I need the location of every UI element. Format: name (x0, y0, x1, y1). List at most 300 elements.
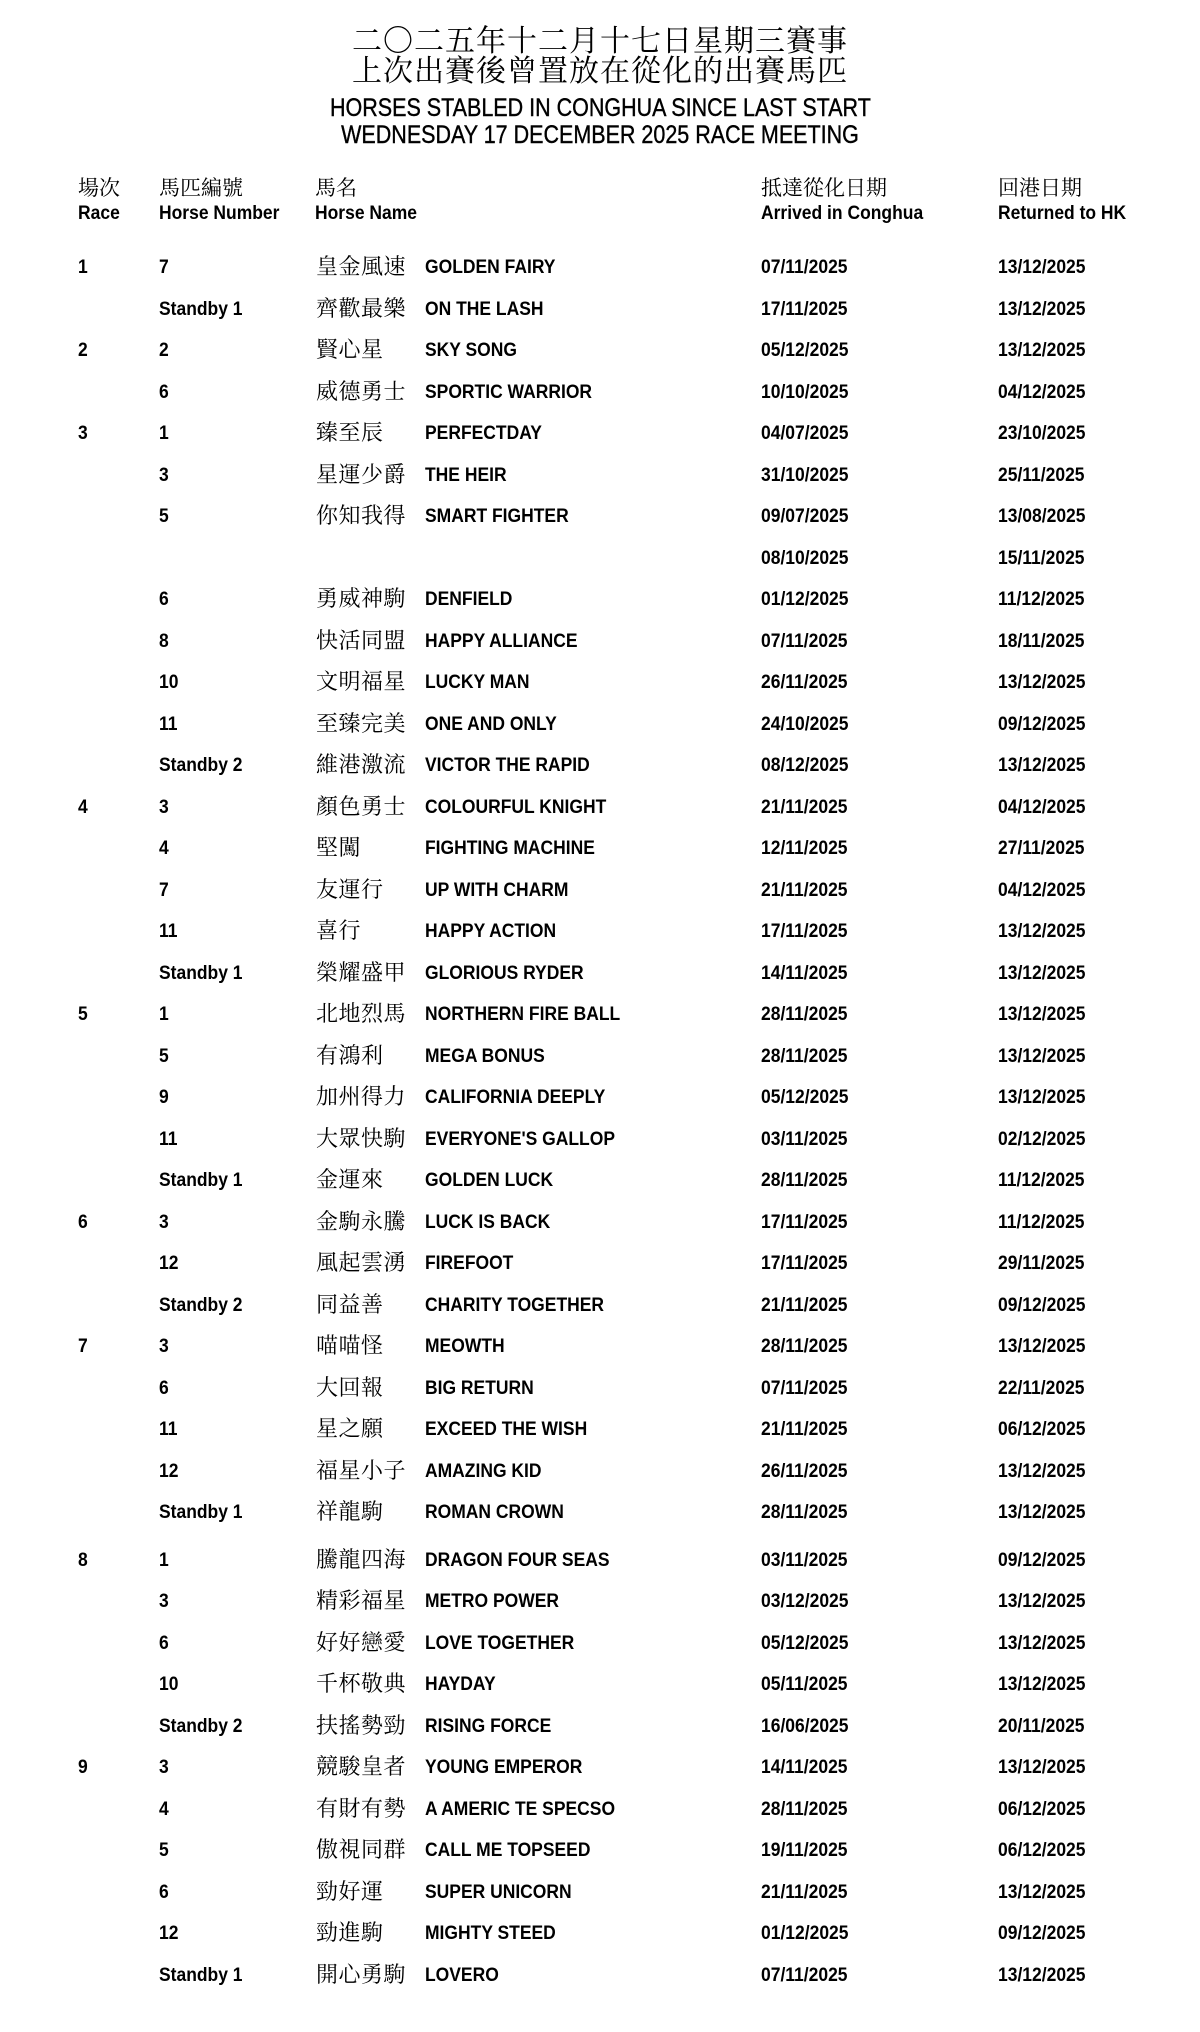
horse-name-cn-cell (316, 1836, 406, 1866)
horse-name-cn-cell (316, 1457, 406, 1487)
arrived-date-cell (761, 1249, 855, 1279)
horse-name-en-cell (425, 1415, 601, 1445)
horse-name-cn-cell-text: 賢心星 (316, 338, 384, 363)
horse-name-en-cell (425, 502, 581, 532)
horse-name-cn-cell-text: 開心勇駒 (316, 1962, 407, 1988)
returned-date-cell-text: 13/12/2025 (998, 1674, 1086, 1695)
horse-number-cell (159, 378, 170, 408)
horse-number-cell (159, 1208, 170, 1238)
returned-date-cell (998, 1166, 1092, 1196)
returned-date-cell (998, 378, 1093, 408)
returned-date-cell-text: 04/12/2025 (998, 796, 1086, 818)
horse-number-cell-text: Standby 2 (159, 1294, 243, 1316)
horse-number-cell-text: 3 (159, 464, 169, 486)
horse-name-en-cell (425, 959, 597, 989)
horse-name-cn-cell-text: 文明福星 (316, 670, 407, 695)
arrived-date-cell-text: 05/12/2025 (761, 1087, 849, 1108)
returned-date-cell (998, 1670, 1093, 1700)
table-row (0, 336, 1200, 366)
returned-date-cell (998, 502, 1093, 532)
returned-date-cell (998, 1498, 1093, 1528)
table-row (0, 1878, 1200, 1908)
arrived-date-cell (761, 793, 855, 823)
horse-name-en-cell-text: ON THE LASH (425, 298, 544, 320)
horse-name-cn-cell (316, 1291, 384, 1321)
returned-date-cell (998, 1587, 1093, 1617)
horse-name-cn-cell-text: 至臻完美 (316, 711, 407, 737)
title-english-line-1 (0, 95, 1200, 121)
arrived-date-cell (761, 1878, 855, 1908)
horse-name-cn-cell (316, 1961, 406, 1991)
horse-number-cell-text: 6 (159, 1632, 169, 1654)
table-row (0, 1498, 1200, 1528)
header-arrived-in-conghua (761, 175, 937, 227)
horse-name-cn-cell (316, 1546, 406, 1576)
horse-number-cell (159, 1629, 170, 1659)
horse-name-en-cell (425, 1919, 567, 1949)
horse-number-cell (159, 834, 170, 864)
returned-date-cell (998, 295, 1093, 325)
returned-date-cell-text: 11/12/2025 (998, 1211, 1085, 1233)
returned-date-cell-text: 13/12/2025 (998, 1087, 1086, 1108)
horse-name-en-cell-text: MIGHTY STEED (425, 1923, 556, 1944)
arrived-date-cell-text: 08/12/2025 (761, 755, 849, 776)
horse-name-cn-cell (316, 585, 406, 615)
arrived-date-cell-text: 03/12/2025 (761, 1591, 849, 1612)
horse-name-cn-cell (316, 295, 406, 325)
header-race-en: Race (78, 203, 120, 224)
table-row (0, 1961, 1200, 1991)
horse-name-cn-cell-text: 威德勇士 (316, 379, 407, 405)
horse-name-en-cell (425, 1000, 637, 1030)
horse-name-cn-cell-text: 競駿皇者 (316, 1755, 407, 1780)
arrived-date-cell (761, 1961, 855, 1991)
horse-name-en-cell (425, 668, 539, 698)
title-english-line-1-text: HORSES STABLED IN CONGHUA SINCE LAST START (329, 94, 871, 122)
horse-name-en-cell-text: CALIFORNIA DEEPLY (425, 1087, 606, 1108)
header-horse-number-cn: 馬匹編號 (159, 176, 243, 200)
returned-date-cell (998, 253, 1093, 283)
arrived-date-cell-text: 01/12/2025 (761, 589, 849, 610)
horse-name-cn-cell-text: 臻至辰 (316, 421, 384, 446)
horse-name-cn-cell-text: 維港激流 (316, 753, 407, 778)
table-row (0, 1042, 1200, 1072)
horse-name-en-cell-text: HAPPY ACTION (425, 921, 557, 942)
table-row (0, 1795, 1200, 1825)
horse-name-en-cell-text: EVERYONE'S GALLOP (425, 1128, 615, 1150)
arrived-date-cell-text: 17/11/2025 (761, 1253, 848, 1274)
horse-name-cn-cell (316, 378, 406, 408)
horse-name-en-cell-text: BIG RETURN (425, 1377, 534, 1399)
horse-name-cn-cell-text: 齊歡最樂 (316, 296, 407, 322)
horse-name-en-cell (425, 1498, 576, 1528)
returned-date-cell-text: 09/12/2025 (998, 713, 1086, 735)
horse-name-en-cell (425, 1670, 502, 1700)
arrived-date-cell-text: 26/11/2025 (761, 672, 848, 693)
horse-number-cell-text: 3 (159, 1211, 169, 1233)
horse-number-cell-text: 6 (159, 1881, 169, 1903)
arrived-date-cell-text: 28/11/2025 (761, 1502, 848, 1523)
returned-date-cell-text: 22/11/2025 (998, 1377, 1085, 1399)
horse-name-cn-cell (316, 627, 406, 657)
race-cell-text: 4 (78, 796, 88, 818)
horse-name-en-cell (425, 253, 567, 283)
table-row (0, 419, 1200, 449)
horse-number-cell (159, 710, 179, 740)
horse-name-cn-cell (316, 336, 384, 366)
title-chinese-line-1: 二〇二五年十二月十七日星期三賽事 (352, 24, 848, 59)
table-row (0, 627, 1200, 657)
horse-number-cell (159, 585, 170, 615)
horse-number-cell-text: 1 (159, 423, 169, 444)
horse-number-cell (159, 1795, 170, 1825)
horse-name-cn-cell (316, 461, 406, 491)
returned-date-cell-text: 13/12/2025 (998, 921, 1086, 942)
horse-number-cell-text: 11 (159, 1419, 178, 1440)
returned-date-cell-text: 04/12/2025 (998, 381, 1086, 403)
returned-date-cell (998, 668, 1093, 698)
horse-name-en-cell-text: VICTOR THE RAPID (425, 755, 590, 776)
arrived-date-cell (761, 1083, 856, 1113)
race-cell (78, 336, 89, 366)
returned-date-cell-text: 13/12/2025 (998, 1004, 1086, 1025)
horse-number-cell (159, 502, 170, 532)
table-row (0, 834, 1200, 864)
arrived-date-cell (761, 461, 856, 491)
horse-number-cell (159, 959, 250, 989)
horse-name-en-cell (425, 1208, 561, 1238)
returned-date-cell (998, 1457, 1093, 1487)
horse-name-cn-cell (316, 1795, 406, 1825)
horse-name-cn-cell-text: 風起雲湧 (316, 1251, 407, 1276)
returned-date-cell-text: 13/12/2025 (998, 1757, 1086, 1778)
horse-name-en-cell (425, 917, 568, 947)
returned-date-cell-text: 13/12/2025 (998, 1502, 1086, 1523)
returned-date-cell (998, 710, 1093, 740)
horse-name-cn-cell (316, 1166, 384, 1196)
table-row (0, 253, 1200, 283)
returned-date-cell-text: 25/11/2025 (998, 464, 1085, 486)
arrived-date-cell-text: 01/12/2025 (761, 1923, 849, 1944)
horse-name-en-cell (425, 1374, 543, 1404)
horse-name-en-cell (425, 1083, 621, 1113)
arrived-date-cell-text: 24/10/2025 (761, 713, 849, 735)
horse-name-en-cell (425, 1291, 620, 1321)
horse-name-en-cell (425, 1795, 632, 1825)
horse-name-en-cell-text: NORTHERN FIRE BALL (425, 1004, 621, 1025)
returned-date-cell (998, 793, 1093, 823)
horse-number-cell (159, 627, 170, 657)
horse-name-cn-cell-text: 祥龍駒 (316, 1500, 384, 1525)
horse-name-en-cell-text: MEGA BONUS (425, 1045, 545, 1067)
returned-date-cell (998, 1249, 1092, 1279)
horse-number-cell-text: Standby 1 (159, 962, 243, 984)
horse-name-cn-cell-text: 大回報 (316, 1375, 384, 1401)
arrived-date-cell (761, 710, 856, 740)
horse-name-cn-cell-text: 快活同盟 (316, 628, 407, 654)
horse-name-cn-cell-text: 有鴻利 (316, 1043, 384, 1069)
horse-name-en-cell-text: AMAZING KID (425, 1460, 542, 1482)
returned-date-cell-text: 04/12/2025 (998, 879, 1086, 901)
horse-name-en-cell-text: MEOWTH (425, 1336, 505, 1357)
table-row (0, 1457, 1200, 1487)
horse-number-cell (159, 253, 170, 283)
returned-date-cell (998, 1753, 1093, 1783)
horse-name-en-cell-text: METRO POWER (425, 1591, 560, 1612)
returned-date-cell (998, 419, 1093, 449)
horse-number-cell (159, 1753, 170, 1783)
horse-name-cn-cell (316, 1498, 384, 1528)
horse-number-cell-text: 10 (159, 672, 179, 693)
horse-name-cn-cell (316, 253, 406, 283)
horse-name-en-cell (425, 627, 591, 657)
returned-date-cell-text: 13/12/2025 (998, 1632, 1086, 1654)
arrived-date-cell (761, 1587, 856, 1617)
horse-name-en-cell-text: LUCK IS BACK (425, 1211, 551, 1233)
horse-name-cn-cell-text: 喜行 (316, 919, 362, 944)
horse-name-en-cell-text: RISING FORCE (425, 1715, 552, 1737)
table-row (0, 461, 1200, 491)
returned-date-cell (998, 1000, 1093, 1030)
table-row (0, 1374, 1200, 1404)
returned-date-cell (998, 959, 1093, 989)
arrived-date-cell (761, 627, 855, 657)
horse-name-en-cell (425, 1546, 626, 1576)
table-row (0, 917, 1200, 947)
header-horse-number (159, 175, 290, 227)
header-returned-to-hk (998, 175, 1137, 227)
horse-number-cell (159, 1498, 250, 1528)
returned-date-cell (998, 1042, 1093, 1072)
table-row (0, 1208, 1200, 1238)
horse-name-cn-cell (316, 1332, 384, 1362)
table-row (0, 295, 1200, 325)
returned-date-cell-text: 13/12/2025 (998, 1460, 1086, 1482)
race-cell (78, 1332, 89, 1362)
returned-date-cell (998, 751, 1093, 781)
arrived-date-cell (761, 253, 855, 283)
horse-number-cell-text: 5 (159, 1045, 169, 1067)
returned-date-cell-text: 06/12/2025 (998, 1798, 1086, 1820)
horse-name-en-cell-text: SMART FIGHTER (425, 506, 569, 527)
horse-name-en-cell (425, 710, 568, 740)
table-row (0, 876, 1200, 906)
horse-number-cell (159, 1919, 180, 1949)
horse-number-cell-text: Standby 1 (159, 1502, 243, 1523)
header-race (78, 175, 123, 227)
horse-name-cn-cell-text: 皇金風速 (316, 255, 407, 280)
horse-name-en-cell (425, 336, 525, 366)
horse-name-cn-cell-text: 扶搖勢勁 (316, 1713, 407, 1739)
returned-date-cell (998, 1546, 1093, 1576)
returned-date-cell-text: 20/11/2025 (998, 1715, 1085, 1737)
horse-name-cn-cell (316, 751, 406, 781)
arrived-date-cell-text: 26/11/2025 (761, 1460, 848, 1482)
arrived-date-cell-text: 21/11/2025 (761, 1294, 848, 1316)
horse-number-cell-text: 10 (159, 1674, 179, 1695)
horse-name-cn-cell (316, 710, 406, 740)
table-row (0, 1083, 1200, 1113)
horse-number-cell-text: 11 (159, 921, 178, 942)
returned-date-cell (998, 1919, 1093, 1949)
arrived-date-cell-text: 04/07/2025 (761, 423, 849, 444)
arrived-date-cell-text: 07/11/2025 (761, 257, 848, 278)
horse-name-cn-cell (316, 834, 361, 864)
returned-date-cell-text: 27/11/2025 (998, 838, 1085, 859)
table-row (0, 378, 1200, 408)
returned-date-cell-text: 13/12/2025 (998, 1591, 1086, 1612)
header-returned-cn: 回港日期 (998, 176, 1082, 200)
returned-date-cell-text: 09/12/2025 (998, 1549, 1086, 1571)
horse-name-en-cell-text: CALL ME TOPSEED (425, 1840, 591, 1861)
table-row (0, 1166, 1200, 1196)
table-row (0, 1332, 1200, 1362)
horse-name-en-cell (425, 1249, 521, 1279)
horse-name-en-cell (425, 419, 552, 449)
arrived-date-cell (761, 1498, 855, 1528)
horse-number-cell-text: 9 (159, 1087, 169, 1108)
horse-name-cn-cell (316, 1249, 406, 1279)
horse-number-cell-text: 7 (159, 257, 169, 278)
horse-name-cn-cell (316, 1878, 384, 1908)
race-cell-text: 2 (78, 340, 88, 361)
horse-name-en-cell-text: HAPPY ALLIANCE (425, 630, 578, 652)
horse-name-cn-cell-text: 你知我得 (316, 504, 407, 529)
table-row (0, 1000, 1200, 1030)
table-row (0, 1670, 1200, 1700)
horse-name-cn-cell (316, 1000, 406, 1030)
arrived-date-cell-text: 21/11/2025 (761, 1881, 848, 1903)
horse-number-cell-text: 8 (159, 630, 169, 652)
header-race-cn: 場次 (78, 176, 120, 200)
arrived-date-cell (761, 378, 856, 408)
horse-name-cn-cell (316, 1415, 384, 1445)
race-cell (78, 1546, 89, 1576)
table-row (0, 1415, 1200, 1445)
arrived-date-cell (761, 959, 855, 989)
horse-name-cn-cell (316, 1919, 384, 1949)
header-arrived-en: Arrived in Conghua (761, 203, 924, 224)
returned-date-cell-text: 13/12/2025 (998, 1045, 1086, 1067)
returned-date-cell-text: 06/12/2025 (998, 1419, 1086, 1440)
returned-date-cell (998, 1836, 1093, 1866)
header-horse-number-en: Horse Number (159, 203, 280, 224)
race-cell-text: 9 (78, 1757, 88, 1778)
arrived-date-cell-text: 05/12/2025 (761, 1632, 849, 1654)
horse-name-cn-cell-text: 福星小子 (316, 1458, 407, 1484)
horse-name-en-cell (425, 1753, 596, 1783)
returned-date-cell (998, 1125, 1093, 1155)
horse-name-cn-cell-text: 喵喵怪 (316, 1334, 384, 1359)
arrived-date-cell-text: 19/11/2025 (761, 1840, 848, 1861)
horse-number-cell (159, 1670, 180, 1700)
horse-name-en-cell (425, 378, 607, 408)
returned-date-cell-text: 02/12/2025 (998, 1128, 1086, 1150)
race-cell-text: 8 (78, 1549, 88, 1571)
horse-number-cell (159, 1878, 170, 1908)
horse-number-cell-text: 3 (159, 796, 169, 818)
horse-name-cn-cell-text: 騰龍四海 (316, 1547, 407, 1573)
horse-number-cell (159, 1546, 170, 1576)
arrived-date-cell-text: 21/11/2025 (761, 796, 848, 818)
horse-number-cell-text: 2 (159, 340, 169, 361)
arrived-date-cell (761, 834, 855, 864)
table-row (0, 1291, 1200, 1321)
horse-name-en-cell-text: CHARITY TOGETHER (425, 1294, 605, 1316)
horse-name-en-cell-text: LOVERO (425, 1964, 499, 1986)
table-row (0, 1712, 1200, 1742)
arrived-date-cell (761, 336, 856, 366)
race-cell-text: 1 (78, 257, 88, 278)
arrived-date-cell (761, 1291, 855, 1321)
horse-number-cell-text: Standby 2 (159, 1715, 243, 1737)
horse-name-cn-cell (316, 502, 406, 532)
horse-name-en-cell-text: GOLDEN LUCK (425, 1170, 554, 1191)
arrived-date-cell-text: 09/07/2025 (761, 506, 849, 527)
arrived-date-cell (761, 1374, 855, 1404)
horse-number-cell-text: 4 (159, 838, 169, 859)
arrived-date-cell-text: 21/11/2025 (761, 879, 848, 901)
arrived-date-cell-text: 14/11/2025 (761, 962, 848, 984)
race-cell-text: 5 (78, 1004, 88, 1025)
horse-name-en-cell-text: THE HEIR (425, 464, 507, 486)
arrived-date-cell (761, 1546, 855, 1576)
horse-number-cell-text: Standby 2 (159, 755, 243, 776)
horse-name-cn-cell (316, 1753, 406, 1783)
returned-date-cell (998, 1415, 1093, 1445)
horse-name-en-cell (425, 1042, 555, 1072)
horse-number-cell-text: 12 (159, 1460, 179, 1482)
horse-name-en-cell (425, 1961, 505, 1991)
table-row (0, 1836, 1200, 1866)
horse-number-cell-text: 11 (159, 1128, 178, 1150)
horse-number-cell (159, 1415, 179, 1445)
arrived-date-cell (761, 1670, 855, 1700)
horse-name-cn-cell-text: 傲視同群 (316, 1838, 407, 1863)
horse-number-cell (159, 1587, 170, 1617)
horse-name-en-cell (425, 295, 554, 325)
arrived-date-cell (761, 751, 856, 781)
horse-number-cell-text: 3 (159, 1757, 169, 1778)
horse-number-cell (159, 1125, 179, 1155)
arrived-date-cell-text: 28/11/2025 (761, 1045, 848, 1067)
horse-name-cn-cell-text: 北地烈馬 (316, 1002, 407, 1027)
header-arrived-cn: 抵達從化日期 (761, 176, 887, 200)
race-cell (78, 419, 89, 449)
table-row (0, 959, 1200, 989)
horse-number-cell (159, 461, 170, 491)
horse-name-en-cell-text: PERFECTDAY (425, 423, 542, 444)
horse-number-cell (159, 751, 250, 781)
horse-name-en-cell-text: EXCEED THE WISH (425, 1419, 588, 1440)
horse-name-cn-cell (316, 1374, 384, 1404)
table-row (0, 1753, 1200, 1783)
horse-name-cn-cell-text: 有財有勢 (316, 1796, 407, 1822)
table-row (0, 544, 1200, 574)
returned-date-cell-text: 06/12/2025 (998, 1840, 1086, 1861)
arrived-date-cell-text: 31/10/2025 (761, 464, 849, 486)
returned-date-cell (998, 1629, 1093, 1659)
arrived-date-cell-text: 17/11/2025 (761, 921, 848, 942)
arrived-date-cell-text: 16/06/2025 (761, 1715, 849, 1737)
arrived-date-cell (761, 876, 855, 906)
returned-date-cell-text: 11/12/2025 (998, 1170, 1085, 1191)
returned-date-cell (998, 1795, 1093, 1825)
table-row (0, 1249, 1200, 1279)
horse-number-cell (159, 1457, 180, 1487)
returned-date-cell (998, 461, 1092, 491)
table-row (0, 710, 1200, 740)
